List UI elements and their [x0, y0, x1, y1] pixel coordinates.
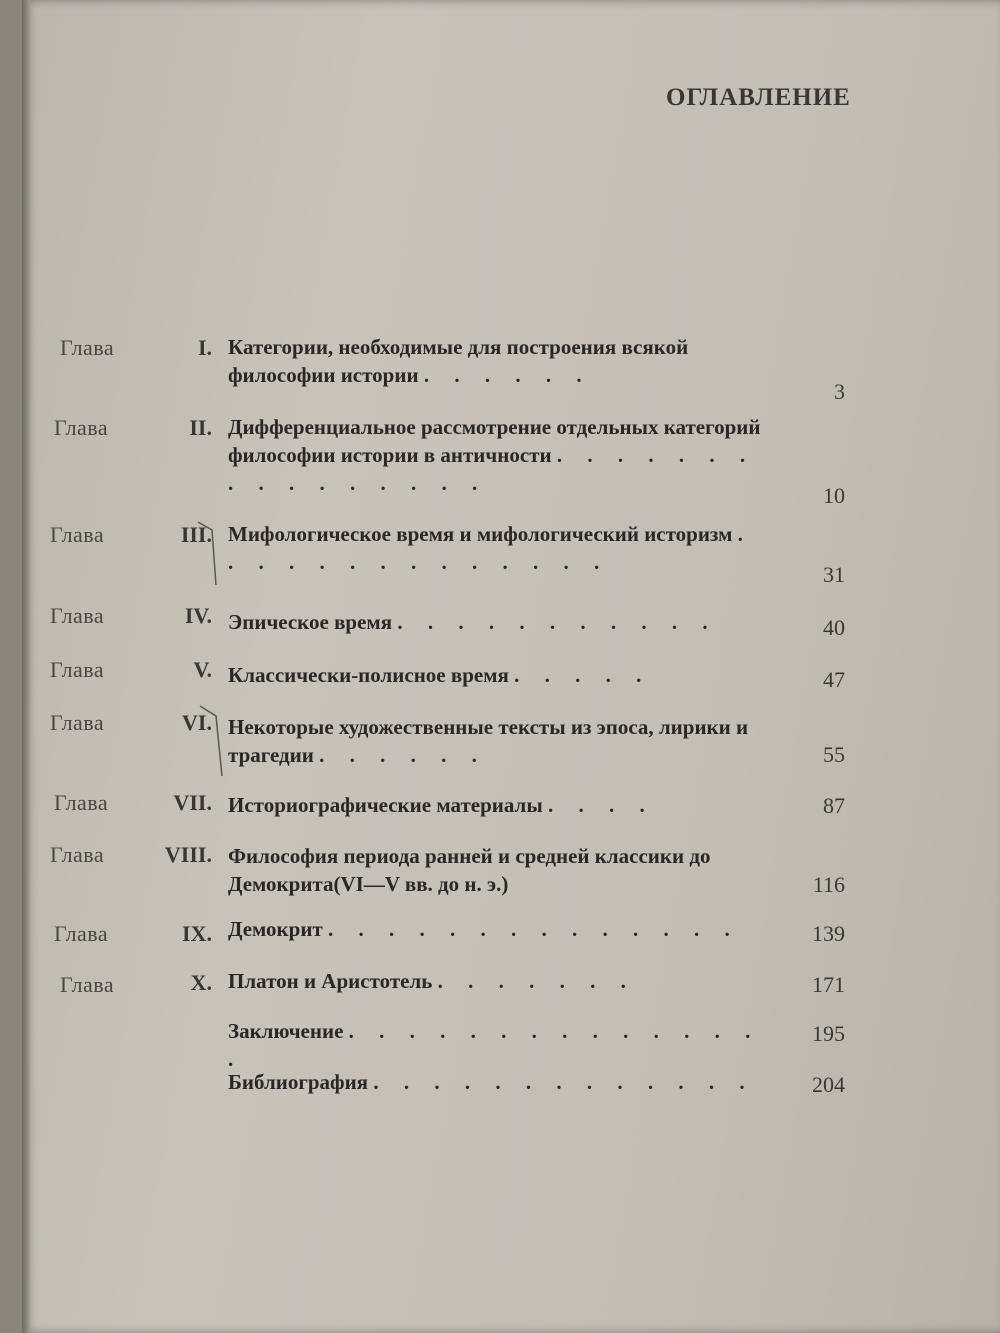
- leader-dots: . . . . . . . . . . . . . . . .: [228, 443, 756, 495]
- chapter-numeral: VIII.: [164, 842, 212, 867]
- page-number: 3: [834, 379, 845, 404]
- chapter-title: Историографические материалы . . . .: [228, 793, 655, 817]
- chapter-title: Демокрит . . . . . . . . . . . . . .: [228, 917, 740, 941]
- chapter-label: Глава: [54, 790, 109, 815]
- page-number: 47: [823, 667, 845, 692]
- page-number: 87: [823, 793, 845, 818]
- leader-dots: . . . . .: [514, 663, 652, 687]
- leader-dots: . . . . . . . . . . . . .: [373, 1070, 755, 1094]
- chapter-label: Глава: [60, 972, 115, 997]
- chapter-title: Мифологическое время и мифологический историзм . . . . . . . . . . . . . .: [228, 522, 753, 574]
- chapter-label: Глава: [50, 603, 105, 628]
- page-number: 204: [812, 1072, 845, 1097]
- leader-dots: . . . . . . . . . . .: [397, 610, 718, 634]
- page-number: 10: [823, 483, 845, 508]
- leader-dots: . . . .: [547, 793, 655, 817]
- page-number: 116: [812, 872, 845, 897]
- leader-dots: . . . . . . . . . . . . . .: [328, 917, 740, 941]
- page-number: 40: [823, 615, 845, 640]
- leader-dots: . . . . . . . . . . . . . .: [228, 522, 753, 574]
- chapter-label: Глава: [50, 842, 105, 867]
- page-number: 55: [823, 742, 845, 767]
- chapter-label: Глава: [60, 335, 115, 360]
- leader-dots: . . . . . . . . . . . . . . .: [228, 1019, 761, 1071]
- chapter-numeral: V.: [193, 657, 212, 682]
- chapter-label: Глава: [50, 710, 105, 735]
- leader-dots: . . . . . .: [423, 363, 592, 387]
- chapter-title: Классически-полисное время . . . . .: [228, 663, 652, 687]
- page-number: 171: [812, 972, 845, 997]
- chapter-numeral: X.: [190, 970, 212, 995]
- chapter-label: Глава: [50, 522, 105, 547]
- chapter-numeral: IX.: [182, 921, 212, 946]
- chapter-numeral: I.: [197, 335, 212, 360]
- chapter-label: Глава: [54, 415, 109, 440]
- chapter-title: Дифференциальное рассмотрение отдельных категорий философии истории в античности . . . . . . . . . . . . . . . .: [228, 415, 761, 495]
- page-number: 139: [812, 921, 845, 946]
- chapter-title: Эпическое время . . . . . . . . . . .: [228, 610, 718, 634]
- chapter-title: Платон и Аристотель . . . . . . .: [228, 969, 636, 993]
- chapter-numeral: IV.: [184, 603, 212, 628]
- leader-dots: . . . . . .: [319, 743, 487, 767]
- chapter-numeral: III.: [180, 522, 212, 547]
- chapter-title: Некоторые художественные тексты из эпоса, лирики и трагедии . . . . . .: [228, 715, 749, 767]
- section-title: Библиография . . . . . . . . . . . . .: [228, 1070, 755, 1094]
- chapter-label: Глава: [54, 921, 109, 946]
- page-number: 31: [823, 562, 845, 587]
- page-title: ОГЛАВЛЕНИЕ: [666, 84, 851, 111]
- leader-dots: . . . . . . .: [437, 969, 636, 993]
- page-number: 195: [812, 1021, 845, 1046]
- chapter-label: Глава: [50, 657, 105, 682]
- section-title: Заключение . . . . . . . . . . . . . . .: [228, 1019, 761, 1071]
- chapter-numeral: VII.: [173, 790, 212, 815]
- chapter-title: Категории, необходимые для построения всякой философии истории . . . . . .: [228, 335, 689, 387]
- chapter-title: Философия периода ранней и средней классики до Демокрита(VI—V вв. до н. э.): [228, 844, 711, 896]
- chapter-numeral: VI.: [182, 710, 212, 735]
- chapter-numeral: II.: [189, 415, 212, 440]
